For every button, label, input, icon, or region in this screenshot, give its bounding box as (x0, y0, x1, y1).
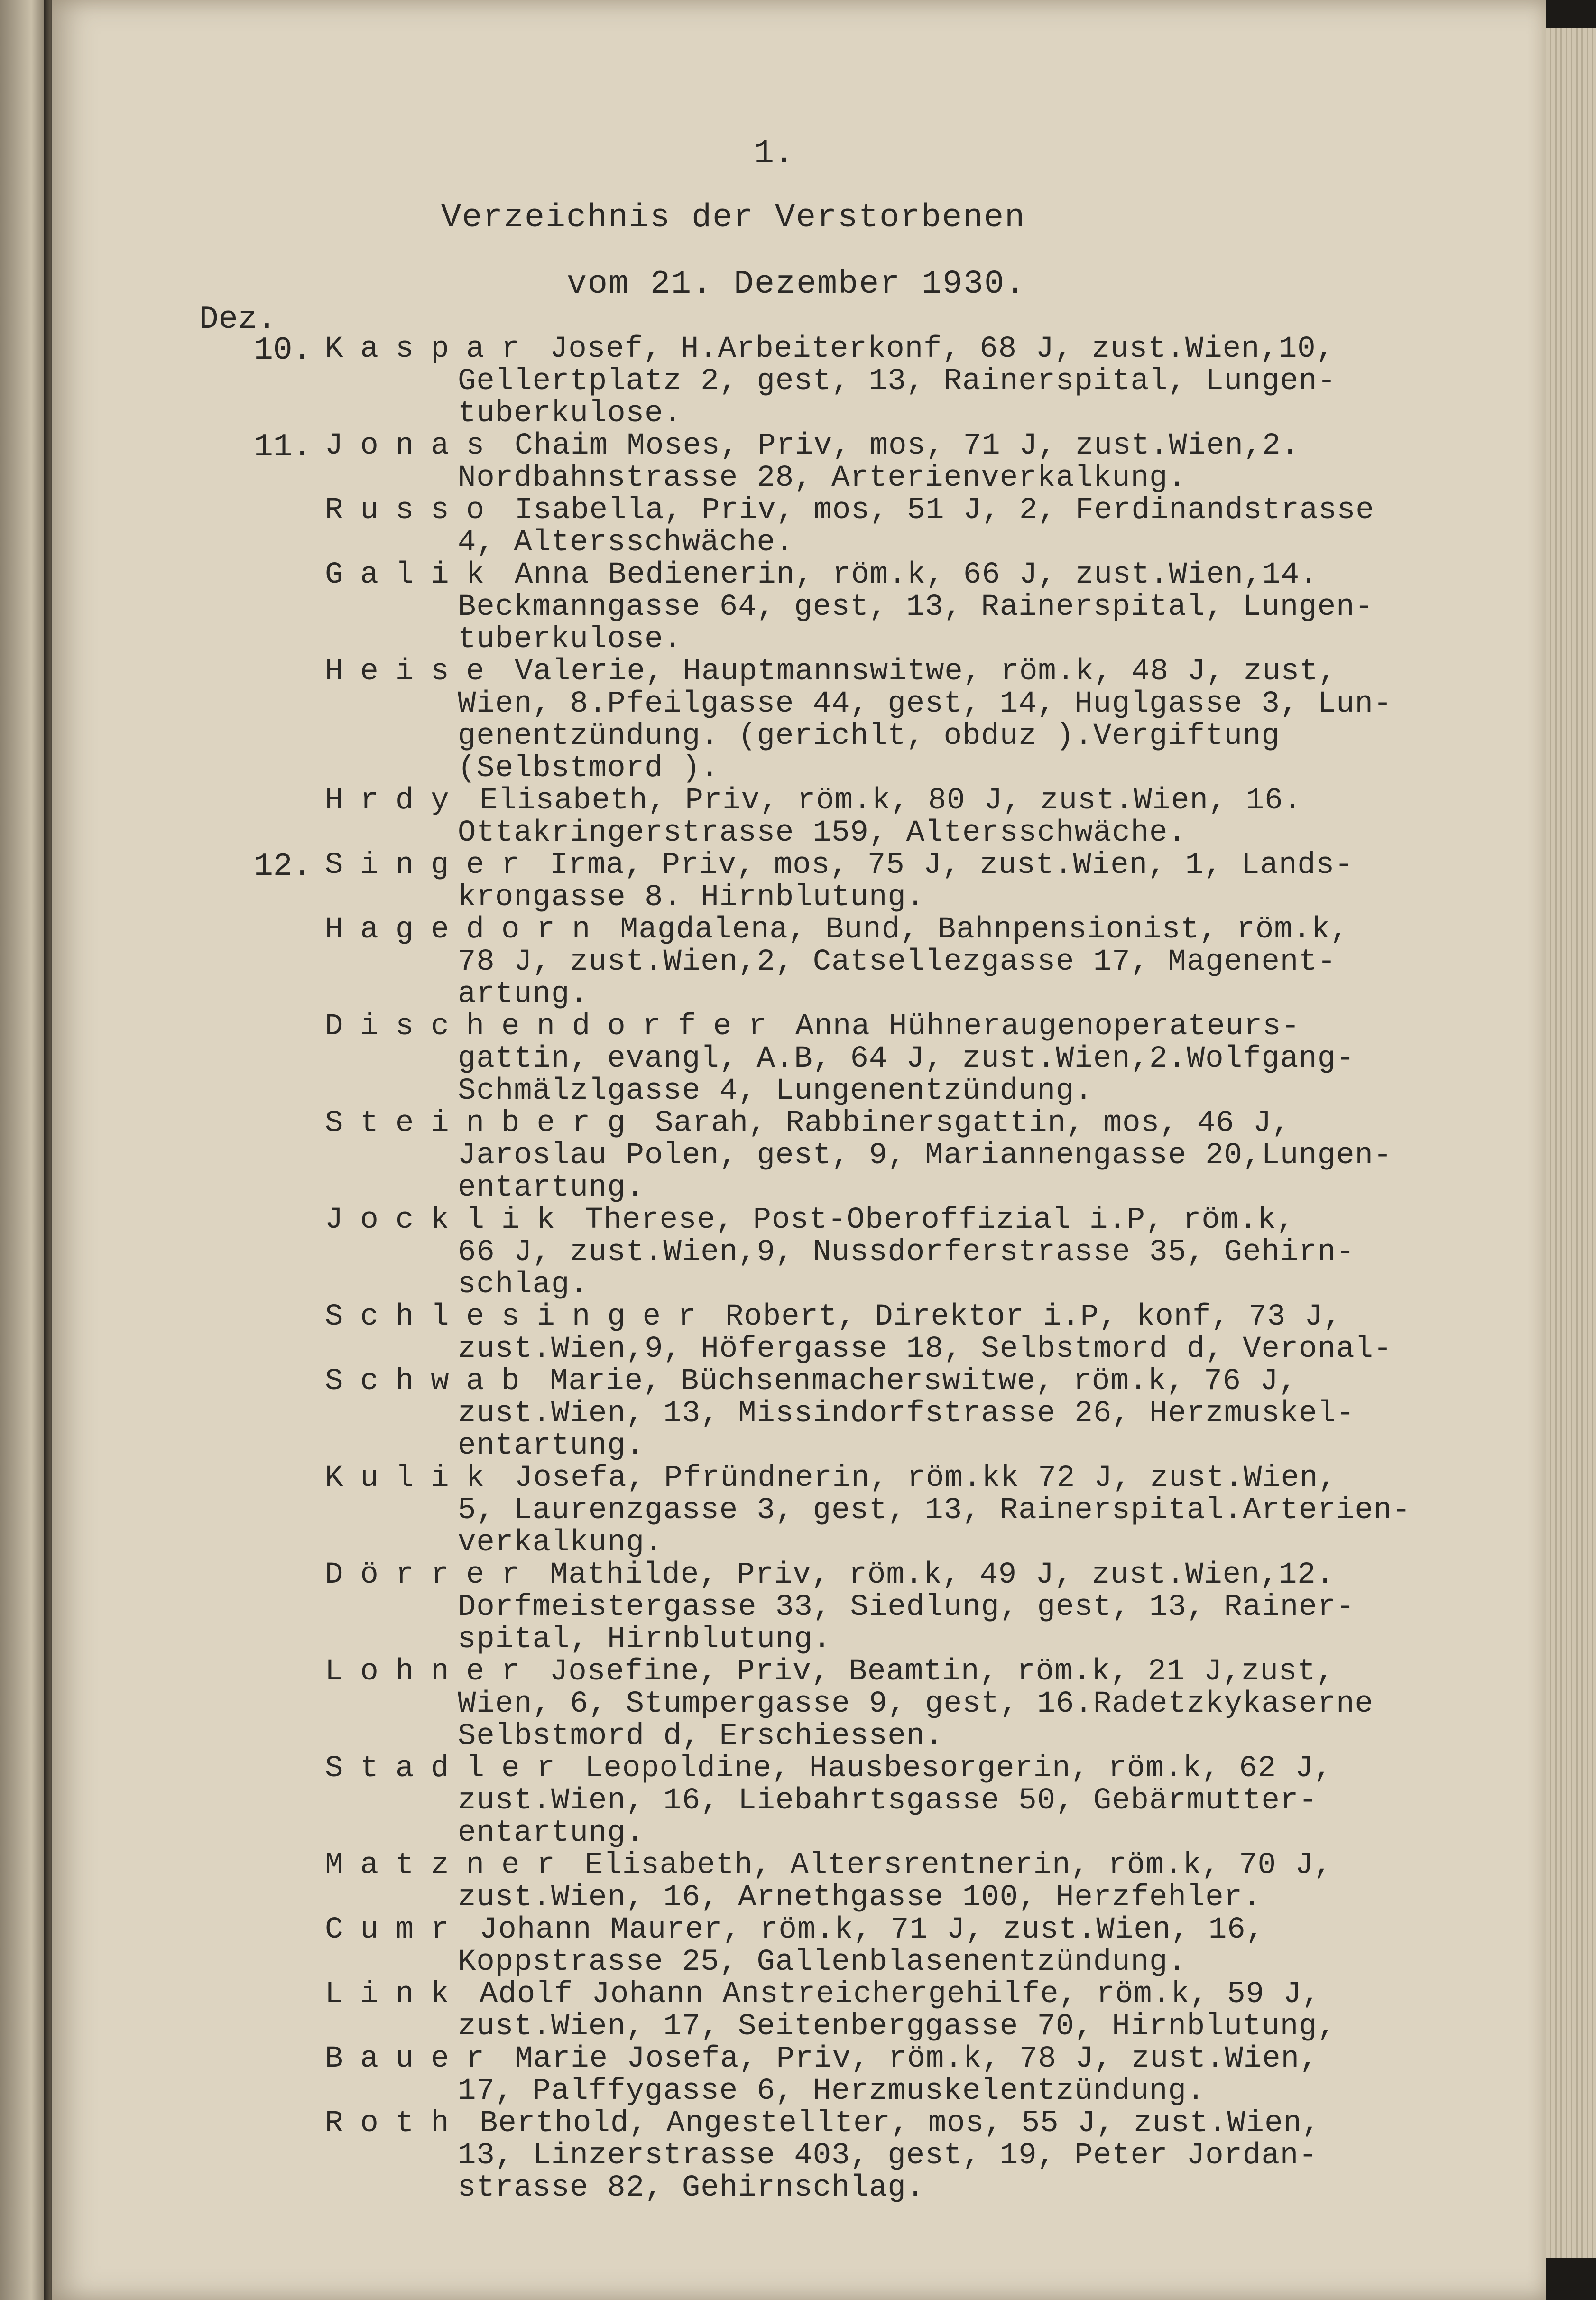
entry-text-line: Nordbahnstrasse 28, Arterienverkalkung. (458, 461, 1187, 495)
entry-text-line: schlag. (458, 1268, 589, 1302)
entry-text-line: verkalkung. (458, 1526, 664, 1560)
entry-surname: Jocklik (325, 1203, 572, 1237)
entry-text-line: zust.Wien, 13, Missindorfstrasse 26, Herzmuskel- (458, 1397, 1355, 1431)
page-title: Verzeichnis der Verstorbenen (441, 199, 1026, 237)
entry-text-line: 78 J, zust.Wien,2, Catsellezgasse 17, Magenent- (458, 945, 1337, 979)
entry-text-line: 4, Altersschwäche. (458, 526, 794, 560)
entry-text-line: krongasse 8. Hirnblutung. (458, 881, 925, 915)
entry-text-line: Magdalena, Bund, Bahnpensionist, röm.k, (620, 913, 1349, 947)
entry-text-line: Ottakringerstrasse 159, Altersschwäche. (458, 816, 1187, 850)
entry-surname: Roth (325, 2106, 466, 2141)
entry-surname: Matzner (325, 1848, 572, 1883)
entry-text-line: Therese, Post-Oberoffizial i.P, röm.k, (585, 1203, 1295, 1237)
entry-text-line: Marie, Büchsenmacherswitwe, röm.k, 76 J, (550, 1364, 1298, 1399)
entry-text-line: Valerie, Hauptmannswitwe, röm.k, 48 J, zust, (515, 655, 1337, 689)
entry-text-line: Schmälzlgasse 4, Lungenentzündung. (458, 1074, 1093, 1108)
entry-text-line: gattin, evangl, A.B, 64 J, zust.Wien,2.Wolfgang- (458, 1042, 1355, 1076)
entry-text-line: Josefine, Priv, Beamtin, röm.k, 21 J,zust, (550, 1655, 1335, 1689)
entry-text-line: Berthold, Angestellter, mos, 55 J, zust.Wien, (480, 2106, 1321, 2141)
entry-text-line: Sarah, Rabbinersgattin, mos, 46 J, (655, 1106, 1291, 1141)
entry-surname: Jonas (325, 429, 502, 463)
entry-text-line: Josefa, Pfründnerin, röm.kk 72 J, zust.Wien, (515, 1461, 1337, 1495)
entry-text-line: 17, Palffygasse 6, Herzmuskelentzündung. (458, 2074, 1206, 2108)
entry-text-line: zust.Wien, 17, Seitenberggasse 70, Hirnblutung, (458, 2010, 1337, 2044)
entry-text-line: tuberkulose. (458, 397, 682, 431)
entry-day: 11. (254, 429, 312, 465)
entry-surname: Steinberg (325, 1106, 643, 1141)
entry-text-line: 5, Laurenzgasse 3, gest, 13, Rainerspital.Arterien- (458, 1493, 1411, 1528)
entry-text-line: spital, Hirnblutung. (458, 1623, 832, 1657)
entry-text-line: zust.Wien, 16, Arnethgasse 100, Herzfehler. (458, 1881, 1262, 1915)
entry-text-line: Chaim Moses, Priv, mos, 71 J, zust.Wien,2. (515, 429, 1300, 463)
entry-text-line: Selbstmord d, Erschiessen. (458, 1719, 944, 1753)
entry-text-line: Mathilde, Priv, röm.k, 49 J, zust.Wien,12. (550, 1558, 1335, 1592)
entry-text-line: entartung. (458, 1429, 645, 1463)
entry-text-line: Dorfmeistergasse 33, Siedlung, gest, 13, Rainer- (458, 1590, 1355, 1624)
entry-surname: Kaspar (325, 332, 537, 366)
entry-surname: Schwab (325, 1364, 537, 1399)
document-page (52, 0, 1546, 2300)
entry-text-line: entartung. (458, 1816, 645, 1850)
entry-day: 12. (254, 848, 312, 885)
entry-text-line: Koppstrasse 25, Gallenblasenentzündung. (458, 1945, 1187, 1979)
entry-surname: Schlesinger (325, 1300, 713, 1334)
entry-text-line: Leopoldine, Hausbesorgerin, röm.k, 62 J, (585, 1752, 1333, 1786)
entry-text-line: Jaroslau Polen, gest, 9, Mariannengasse 20,Lungen- (458, 1139, 1393, 1173)
entry-text-line: (Selbstmord ). (458, 751, 720, 786)
entry-text-line: Anna Hühneraugenoperateurs- (795, 1010, 1300, 1044)
entry-surname: Singer (325, 848, 537, 882)
entry-surname: Hagedorn (325, 913, 608, 947)
entry-surname: Russo (325, 493, 502, 528)
entry-text-line: Gellertplatz 2, gest, 13, Rainerspital, Lungen- (458, 364, 1337, 399)
entry-text-line: 13, Linzerstrasse 403, gest, 19, Peter Jordan- (458, 2139, 1318, 2173)
entry-surname: Dörrer (325, 1558, 537, 1592)
entry-text-line: genentzündung. (gerichlt, obduz ).Vergiftung (458, 719, 1280, 753)
entry-text-line: zust.Wien, 16, Liebahrtsgasse 50, Gebärmutter- (458, 1784, 1318, 1818)
entry-text-line: 66 J, zust.Wien,9, Nussdorferstrasse 35, Gehirn- (458, 1235, 1355, 1270)
entry-text-line: Josef, H.Arbeiterkonf, 68 J, zust.Wien,10, (550, 332, 1335, 366)
entry-text-line: zust.Wien,9, Höfergasse 18, Selbstmord d, Veronal- (458, 1332, 1393, 1366)
entry-text-line: Wien, 8.Pfeilgasse 44, gest, 14, Huglgasse 3, Lun- (458, 687, 1393, 721)
entry-text-line: Elisabeth, Altersrentnerin, röm.k, 70 J, (585, 1848, 1333, 1883)
entry-text-line: entartung. (458, 1171, 645, 1205)
entry-text-line: Wien, 6, Stumpergasse 9, gest, 16.Radetzkykaserne (458, 1687, 1374, 1721)
page-subtitle: vom 21. Dezember 1930. (567, 266, 1026, 303)
entry-text-line: Irma, Priv, mos, 75 J, zust.Wien, 1, Lands- (550, 848, 1354, 882)
entry-surname: Dischendorfer (325, 1010, 784, 1044)
entry-surname: Hrdy (325, 784, 466, 818)
entry-surname: Kulik (325, 1461, 502, 1495)
page-content (52, 0, 1546, 2300)
entry-text-line: Elisabeth, Priv, röm.k, 80 J, zust.Wien, 16. (480, 784, 1302, 818)
page-number: 1. (754, 135, 794, 173)
entry-surname: Heise (325, 655, 502, 689)
entry-text-line: Marie Josefa, Priv, röm.k, 78 J, zust.Wien, (515, 2042, 1319, 2076)
entry-surname: Lohner (325, 1655, 537, 1689)
page-stack-edge (1546, 28, 1596, 2258)
entry-text-line: Adolf Johann Anstreichergehilfe, röm.k, 59 J, (480, 1977, 1321, 2012)
entry-text-line: Johann Maurer, röm.k, 71 J, zust.Wien, 16, (480, 1913, 1265, 1947)
entry-surname: Bauer (325, 2042, 502, 2076)
entry-surname: Stadler (325, 1752, 572, 1786)
entry-surname: Galik (325, 558, 502, 592)
entry-text-line: Isabella, Priv, mos, 51 J, 2, Ferdinandstrasse (515, 493, 1375, 528)
month-label: Dez. (199, 301, 277, 338)
entry-surname: Cumr (325, 1913, 466, 1947)
entry-text-line: strasse 82, Gehirnschlag. (458, 2171, 925, 2205)
entry-text-line: artung. (458, 977, 589, 1011)
entry-text-line: Beckmanngasse 64, gest, 13, Rainerspital, Lungen- (458, 590, 1374, 624)
entry-day: 10. (254, 332, 312, 369)
entry-text-line: tuberkulose. (458, 622, 682, 657)
entry-text-line: Robert, Direktor i.P, konf, 73 J, (725, 1300, 1342, 1334)
entry-surname: Link (325, 1977, 466, 2012)
entry-text-line: Anna Bedienerin, röm.k, 66 J, zust.Wien,14. (515, 558, 1319, 592)
